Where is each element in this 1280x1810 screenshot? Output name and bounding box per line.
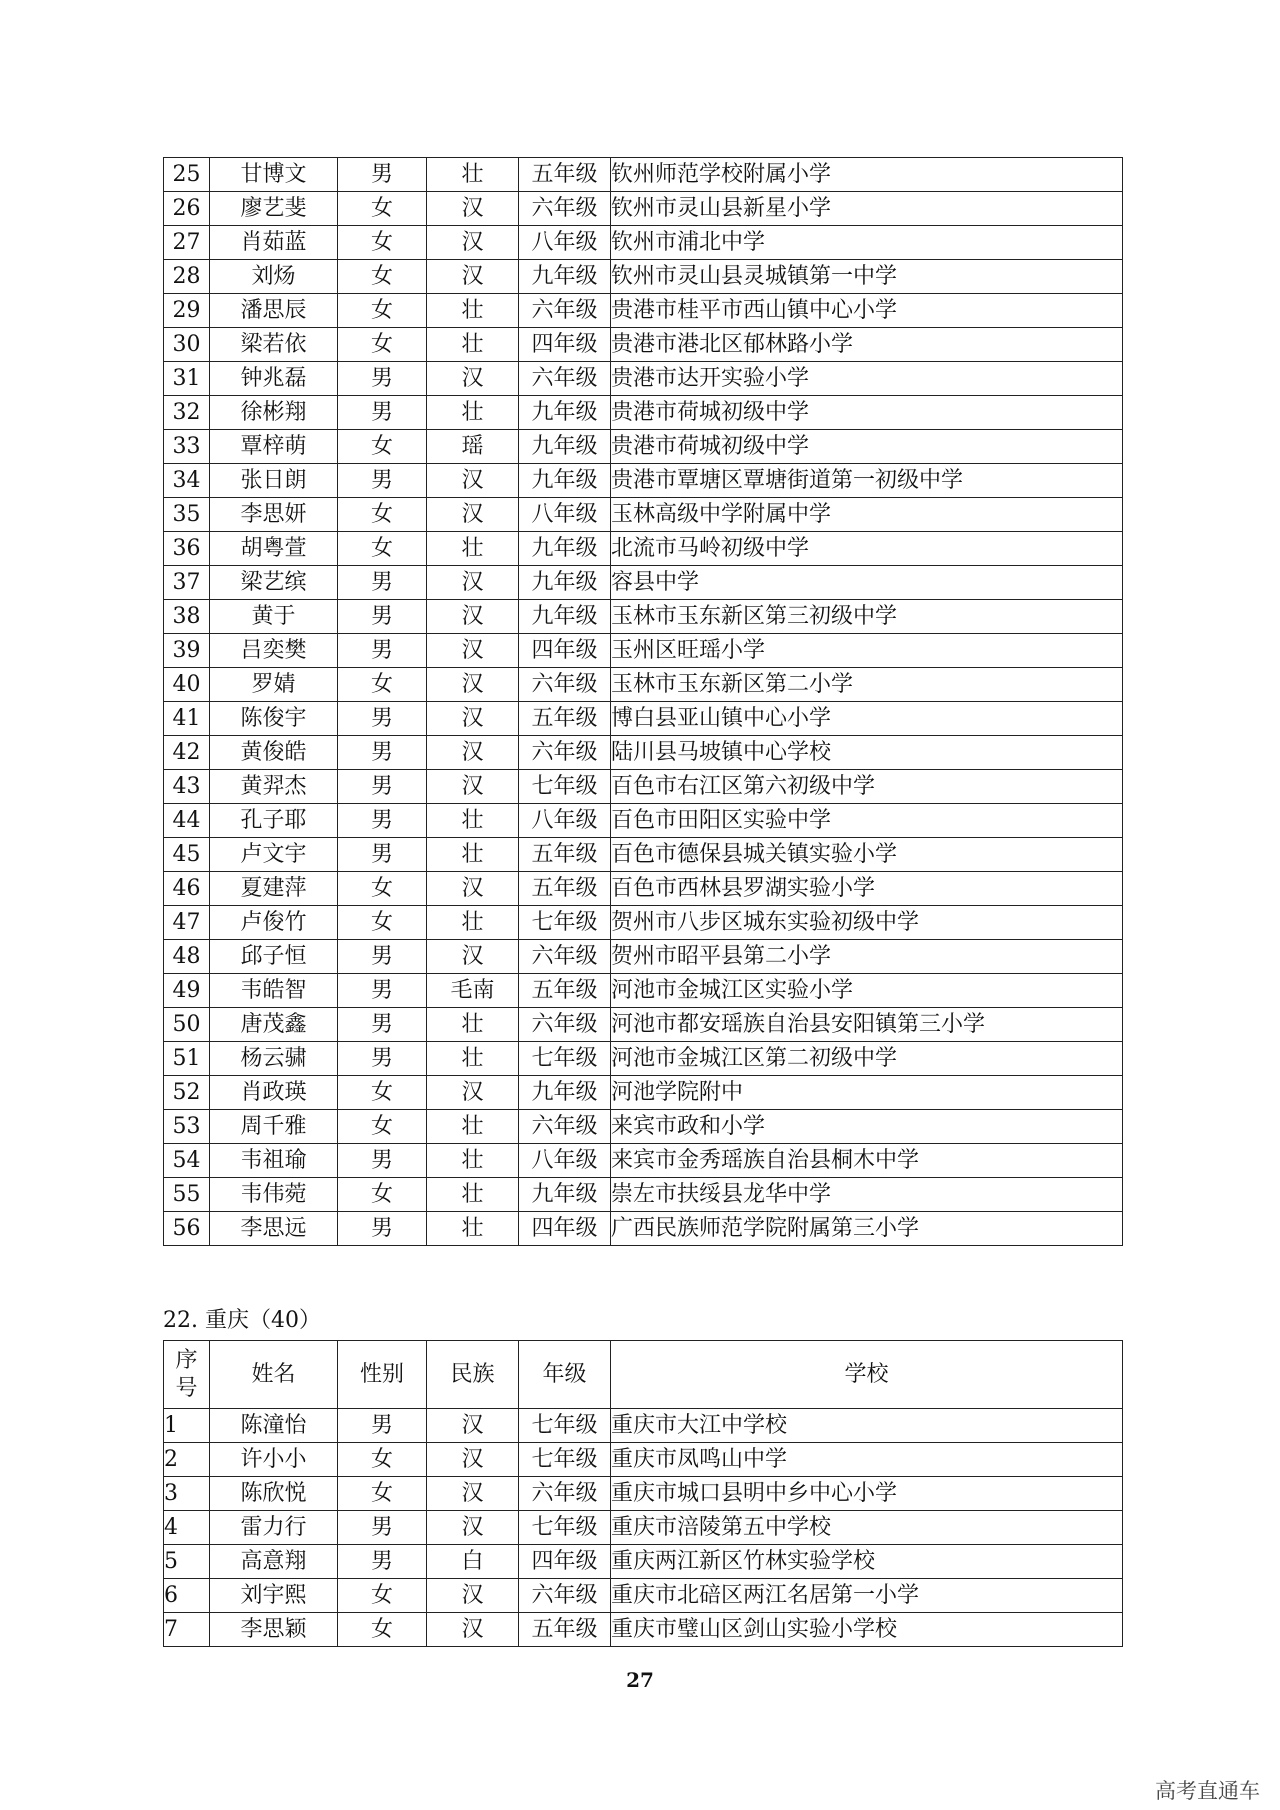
cell-no: 52 [164, 1076, 210, 1110]
table-row [164, 1076, 1123, 1110]
cell-grade: 八年级 [519, 1144, 611, 1178]
cell-gender: 男 [338, 1545, 427, 1579]
cell-no: 44 [164, 804, 210, 838]
cell-ethnicity: 汉 [427, 1579, 519, 1613]
cell-grade: 八年级 [519, 226, 611, 260]
cell-gender: 女 [338, 1110, 427, 1144]
cell-grade: 六年级 [519, 1008, 611, 1042]
cell-name: 徐彬翔 [210, 396, 338, 430]
cell-name: 黄羿杰 [210, 770, 338, 804]
cell-gender: 男 [338, 1042, 427, 1076]
cell-no: 48 [164, 940, 210, 974]
cell-school: 重庆市璧山区剑山实验小学校 [611, 1613, 1123, 1647]
cell-name: 韦伟菀 [210, 1178, 338, 1212]
cell-name: 周千雅 [210, 1110, 338, 1144]
table-row [164, 906, 1123, 940]
cell-name: 吕奕樊 [210, 634, 338, 668]
cell-ethnicity: 汉 [427, 736, 519, 770]
cell-no: 50 [164, 1008, 210, 1042]
cell-school: 重庆市大江中学校 [611, 1409, 1123, 1443]
cell-ethnicity: 汉 [427, 940, 519, 974]
cell-gender: 男 [338, 736, 427, 770]
cell-grade: 六年级 [519, 192, 611, 226]
cell-school: 百色市田阳区实验中学 [611, 804, 1123, 838]
cell-ethnicity: 壮 [427, 1212, 519, 1246]
cell-gender: 男 [338, 940, 427, 974]
cell-no: 30 [164, 328, 210, 362]
cell-ethnicity: 瑶 [427, 430, 519, 464]
header-grade: 年级 [519, 1341, 611, 1409]
roster-table-chongqing [163, 1340, 1123, 1647]
cell-gender: 女 [338, 328, 427, 362]
cell-name: 胡粤萱 [210, 532, 338, 566]
cell-school: 贵港市桂平市西山镇中心小学 [611, 294, 1123, 328]
cell-name: 卢文宇 [210, 838, 338, 872]
cell-grade: 五年级 [519, 838, 611, 872]
cell-no: 46 [164, 872, 210, 906]
cell-school: 玉林市玉东新区第二小学 [611, 668, 1123, 702]
cell-no: 3 [164, 1477, 210, 1511]
cell-grade: 九年级 [519, 430, 611, 464]
cell-school: 重庆市凤鸣山中学 [611, 1443, 1123, 1477]
cell-ethnicity: 壮 [427, 1008, 519, 1042]
table-row [164, 158, 1123, 192]
cell-ethnicity: 汉 [427, 498, 519, 532]
cell-ethnicity: 壮 [427, 294, 519, 328]
table-row [164, 260, 1123, 294]
cell-ethnicity: 壮 [427, 158, 519, 192]
cell-no: 25 [164, 158, 210, 192]
table-row [164, 668, 1123, 702]
cell-gender: 男 [338, 1008, 427, 1042]
cell-grade: 七年级 [519, 770, 611, 804]
table-row [164, 940, 1123, 974]
cell-name: 韦祖瑜 [210, 1144, 338, 1178]
cell-ethnicity: 壮 [427, 328, 519, 362]
cell-school: 贵港市荷城初级中学 [611, 430, 1123, 464]
cell-no: 42 [164, 736, 210, 770]
header-name: 姓名 [210, 1341, 338, 1409]
table-row [164, 1110, 1123, 1144]
cell-grade: 七年级 [519, 1511, 611, 1545]
cell-ethnicity: 毛南 [427, 974, 519, 1008]
header-no [164, 1341, 210, 1409]
cell-name: 杨云骕 [210, 1042, 338, 1076]
header-no-line1: 序 [175, 1347, 198, 1373]
cell-gender: 男 [338, 804, 427, 838]
cell-grade: 四年级 [519, 634, 611, 668]
table-row [164, 1212, 1123, 1246]
cell-no: 55 [164, 1178, 210, 1212]
cell-grade: 六年级 [519, 940, 611, 974]
cell-gender: 女 [338, 294, 427, 328]
cell-no: 5 [164, 1545, 210, 1579]
watermark: 高考直通车 [1155, 1779, 1260, 1803]
table-row [164, 532, 1123, 566]
cell-name: 罗婧 [210, 668, 338, 702]
cell-ethnicity: 汉 [427, 362, 519, 396]
cell-school: 重庆两江新区竹林实验学校 [611, 1545, 1123, 1579]
cell-ethnicity: 壮 [427, 396, 519, 430]
cell-name: 高意翔 [210, 1545, 338, 1579]
table-row [164, 328, 1123, 362]
cell-name: 梁若依 [210, 328, 338, 362]
cell-name: 孔子耶 [210, 804, 338, 838]
table-row [164, 770, 1123, 804]
cell-name: 钟兆磊 [210, 362, 338, 396]
cell-school: 崇左市扶绥县龙华中学 [611, 1178, 1123, 1212]
cell-school: 贺州市八步区城东实验初级中学 [611, 906, 1123, 940]
table-row [164, 600, 1123, 634]
cell-grade: 六年级 [519, 1579, 611, 1613]
cell-grade: 九年级 [519, 1076, 611, 1110]
cell-gender: 女 [338, 872, 427, 906]
cell-no: 28 [164, 260, 210, 294]
cell-no: 7 [164, 1613, 210, 1647]
cell-gender: 男 [338, 634, 427, 668]
cell-gender: 女 [338, 226, 427, 260]
cell-name: 唐茂鑫 [210, 1008, 338, 1042]
cell-no: 26 [164, 192, 210, 226]
cell-ethnicity: 壮 [427, 1178, 519, 1212]
cell-no: 47 [164, 906, 210, 940]
table-row [164, 1443, 1123, 1477]
cell-gender: 女 [338, 668, 427, 702]
cell-ethnicity: 汉 [427, 770, 519, 804]
cell-school: 贵港市覃塘区覃塘街道第一初级中学 [611, 464, 1123, 498]
cell-name: 覃梓萌 [210, 430, 338, 464]
cell-ethnicity: 壮 [427, 1144, 519, 1178]
cell-gender: 男 [338, 362, 427, 396]
cell-no: 40 [164, 668, 210, 702]
cell-grade: 八年级 [519, 804, 611, 838]
table-row [164, 192, 1123, 226]
cell-grade: 五年级 [519, 158, 611, 192]
cell-gender: 男 [338, 1212, 427, 1246]
table-row [164, 736, 1123, 770]
cell-ethnicity: 白 [427, 1545, 519, 1579]
table-row [164, 1409, 1123, 1443]
cell-grade: 九年级 [519, 396, 611, 430]
cell-school: 百色市右江区第六初级中学 [611, 770, 1123, 804]
cell-grade: 七年级 [519, 1409, 611, 1443]
table-row [164, 498, 1123, 532]
cell-ethnicity: 汉 [427, 872, 519, 906]
cell-no: 4 [164, 1511, 210, 1545]
cell-no: 31 [164, 362, 210, 396]
cell-grade: 九年级 [519, 260, 611, 294]
table-row [164, 430, 1123, 464]
cell-gender: 女 [338, 1477, 427, 1511]
cell-gender: 女 [338, 1443, 427, 1477]
cell-no: 35 [164, 498, 210, 532]
cell-name: 梁艺缤 [210, 566, 338, 600]
cell-school: 钦州市灵山县新星小学 [611, 192, 1123, 226]
cell-ethnicity: 壮 [427, 532, 519, 566]
cell-school: 贵港市港北区郁林路小学 [611, 328, 1123, 362]
cell-school: 河池市金城江区第二初级中学 [611, 1042, 1123, 1076]
table-row [164, 362, 1123, 396]
header-school: 学校 [611, 1341, 1123, 1409]
section-title: 22. 重庆（40） [163, 1308, 321, 1333]
cell-no: 38 [164, 600, 210, 634]
cell-no: 45 [164, 838, 210, 872]
cell-gender: 女 [338, 532, 427, 566]
cell-school: 来宾市政和小学 [611, 1110, 1123, 1144]
cell-name: 甘博文 [210, 158, 338, 192]
cell-ethnicity: 壮 [427, 804, 519, 838]
table-row [164, 804, 1123, 838]
cell-name: 雷力行 [210, 1511, 338, 1545]
cell-ethnicity: 壮 [427, 1110, 519, 1144]
table-row [164, 872, 1123, 906]
header-no-line2: 号 [175, 1375, 198, 1401]
cell-ethnicity: 壮 [427, 838, 519, 872]
cell-gender: 女 [338, 906, 427, 940]
table-row [164, 702, 1123, 736]
cell-name: 韦皓智 [210, 974, 338, 1008]
cell-school: 玉州区旺瑶小学 [611, 634, 1123, 668]
cell-no: 36 [164, 532, 210, 566]
cell-grade: 四年级 [519, 328, 611, 362]
cell-school: 百色市西林县罗湖实验小学 [611, 872, 1123, 906]
cell-school: 北流市马岭初级中学 [611, 532, 1123, 566]
cell-grade: 九年级 [519, 532, 611, 566]
cell-grade: 四年级 [519, 1212, 611, 1246]
cell-gender: 男 [338, 566, 427, 600]
cell-name: 许小小 [210, 1443, 338, 1477]
cell-name: 李思颖 [210, 1613, 338, 1647]
cell-ethnicity: 汉 [427, 1511, 519, 1545]
roster-table-body [164, 1409, 1123, 1647]
roster-table-header [164, 1341, 1123, 1409]
cell-ethnicity: 汉 [427, 464, 519, 498]
cell-gender: 男 [338, 1409, 427, 1443]
cell-gender: 女 [338, 1076, 427, 1110]
cell-name: 邱子恒 [210, 940, 338, 974]
cell-gender: 男 [338, 158, 427, 192]
cell-ethnicity: 汉 [427, 1477, 519, 1511]
table-row [164, 1579, 1123, 1613]
cell-no: 1 [164, 1409, 210, 1443]
header-ethnicity: 民族 [427, 1341, 519, 1409]
cell-school: 陆川县马坡镇中心学校 [611, 736, 1123, 770]
cell-gender: 女 [338, 192, 427, 226]
cell-ethnicity: 汉 [427, 1409, 519, 1443]
cell-school: 贺州市昭平县第二小学 [611, 940, 1123, 974]
cell-school: 钦州市灵山县灵城镇第一中学 [611, 260, 1123, 294]
cell-grade: 九年级 [519, 600, 611, 634]
cell-grade: 七年级 [519, 1042, 611, 1076]
cell-name: 李思妍 [210, 498, 338, 532]
cell-school: 容县中学 [611, 566, 1123, 600]
cell-ethnicity: 壮 [427, 906, 519, 940]
table-row [164, 1178, 1123, 1212]
cell-gender: 男 [338, 770, 427, 804]
cell-name: 肖政瑛 [210, 1076, 338, 1110]
cell-school: 贵港市达开实验小学 [611, 362, 1123, 396]
cell-gender: 女 [338, 1613, 427, 1647]
cell-grade: 七年级 [519, 906, 611, 940]
cell-school: 玉林高级中学附属中学 [611, 498, 1123, 532]
cell-school: 玉林市玉东新区第三初级中学 [611, 600, 1123, 634]
cell-no: 37 [164, 566, 210, 600]
cell-no: 27 [164, 226, 210, 260]
cell-school: 河池市金城江区实验小学 [611, 974, 1123, 1008]
cell-gender: 男 [338, 600, 427, 634]
cell-ethnicity: 汉 [427, 226, 519, 260]
cell-name: 卢俊竹 [210, 906, 338, 940]
cell-school: 钦州师范学校附属小学 [611, 158, 1123, 192]
cell-grade: 七年级 [519, 1443, 611, 1477]
cell-name: 廖艺斐 [210, 192, 338, 226]
cell-no: 51 [164, 1042, 210, 1076]
cell-gender: 男 [338, 464, 427, 498]
cell-school: 重庆市城口县明中乡中心小学 [611, 1477, 1123, 1511]
cell-grade: 六年级 [519, 362, 611, 396]
cell-name: 夏建萍 [210, 872, 338, 906]
cell-name: 刘炀 [210, 260, 338, 294]
cell-grade: 八年级 [519, 498, 611, 532]
cell-grade: 六年级 [519, 294, 611, 328]
cell-no: 41 [164, 702, 210, 736]
table-row [164, 566, 1123, 600]
cell-name: 张日朗 [210, 464, 338, 498]
cell-ethnicity: 汉 [427, 1443, 519, 1477]
cell-name: 陈欣悦 [210, 1477, 338, 1511]
cell-school: 河池学院附中 [611, 1076, 1123, 1110]
table-row [164, 464, 1123, 498]
cell-gender: 男 [338, 396, 427, 430]
table-row [164, 1511, 1123, 1545]
cell-ethnicity: 壮 [427, 1042, 519, 1076]
table-row [164, 1545, 1123, 1579]
cell-grade: 五年级 [519, 974, 611, 1008]
cell-ethnicity: 汉 [427, 192, 519, 226]
cell-no: 39 [164, 634, 210, 668]
cell-no: 49 [164, 974, 210, 1008]
cell-school: 钦州市浦北中学 [611, 226, 1123, 260]
cell-school: 百色市德保县城关镇实验小学 [611, 838, 1123, 872]
cell-name: 黄俊皓 [210, 736, 338, 770]
cell-no: 43 [164, 770, 210, 804]
cell-grade: 六年级 [519, 736, 611, 770]
cell-ethnicity: 汉 [427, 566, 519, 600]
cell-no: 34 [164, 464, 210, 498]
cell-name: 陈俊宇 [210, 702, 338, 736]
table-row [164, 1613, 1123, 1647]
cell-school: 来宾市金秀瑶族自治县桐木中学 [611, 1144, 1123, 1178]
table-row [164, 1477, 1123, 1511]
cell-grade: 六年级 [519, 1477, 611, 1511]
cell-grade: 五年级 [519, 872, 611, 906]
cell-gender: 女 [338, 1178, 427, 1212]
header-row [164, 1341, 1123, 1409]
cell-name: 潘思辰 [210, 294, 338, 328]
cell-no: 6 [164, 1579, 210, 1613]
cell-name: 陈潼怡 [210, 1409, 338, 1443]
cell-grade: 五年级 [519, 702, 611, 736]
cell-grade: 九年级 [519, 1178, 611, 1212]
cell-school: 博白县亚山镇中心小学 [611, 702, 1123, 736]
cell-name: 李思远 [210, 1212, 338, 1246]
cell-grade: 九年级 [519, 464, 611, 498]
table-row [164, 634, 1123, 668]
cell-ethnicity: 汉 [427, 1076, 519, 1110]
cell-school: 贵港市荷城初级中学 [611, 396, 1123, 430]
cell-gender: 男 [338, 702, 427, 736]
cell-no: 32 [164, 396, 210, 430]
cell-no: 56 [164, 1212, 210, 1246]
cell-no: 2 [164, 1443, 210, 1477]
roster-table-guangxi-continued [163, 157, 1123, 1246]
cell-no: 33 [164, 430, 210, 464]
cell-gender: 男 [338, 1511, 427, 1545]
cell-name: 刘宇熙 [210, 1579, 338, 1613]
roster-table-body [164, 158, 1123, 1246]
cell-gender: 男 [338, 838, 427, 872]
table-row [164, 974, 1123, 1008]
cell-grade: 六年级 [519, 668, 611, 702]
header-gender: 性别 [338, 1341, 427, 1409]
cell-grade: 四年级 [519, 1545, 611, 1579]
cell-school: 河池市都安瑶族自治县安阳镇第三小学 [611, 1008, 1123, 1042]
cell-ethnicity: 汉 [427, 668, 519, 702]
cell-school: 重庆市北碚区两江名居第一小学 [611, 1579, 1123, 1613]
cell-no: 29 [164, 294, 210, 328]
cell-grade: 六年级 [519, 1110, 611, 1144]
table-row [164, 396, 1123, 430]
cell-gender: 男 [338, 1144, 427, 1178]
cell-grade: 九年级 [519, 566, 611, 600]
cell-ethnicity: 汉 [427, 600, 519, 634]
page-number: 27 [626, 1668, 654, 1692]
cell-gender: 女 [338, 260, 427, 294]
cell-gender: 女 [338, 1579, 427, 1613]
table-row [164, 294, 1123, 328]
table-row [164, 1008, 1123, 1042]
cell-grade: 五年级 [519, 1613, 611, 1647]
cell-ethnicity: 汉 [427, 634, 519, 668]
cell-name: 肖茹蓝 [210, 226, 338, 260]
cell-no: 53 [164, 1110, 210, 1144]
table-row [164, 838, 1123, 872]
cell-ethnicity: 汉 [427, 1613, 519, 1647]
table-row [164, 226, 1123, 260]
cell-gender: 女 [338, 498, 427, 532]
table-row [164, 1042, 1123, 1076]
cell-gender: 女 [338, 430, 427, 464]
cell-school: 重庆市涪陵第五中学校 [611, 1511, 1123, 1545]
cell-gender: 男 [338, 974, 427, 1008]
table-row [164, 1144, 1123, 1178]
cell-school: 广西民族师范学院附属第三小学 [611, 1212, 1123, 1246]
cell-ethnicity: 汉 [427, 702, 519, 736]
cell-no: 54 [164, 1144, 210, 1178]
cell-ethnicity: 汉 [427, 260, 519, 294]
cell-name: 黄于 [210, 600, 338, 634]
